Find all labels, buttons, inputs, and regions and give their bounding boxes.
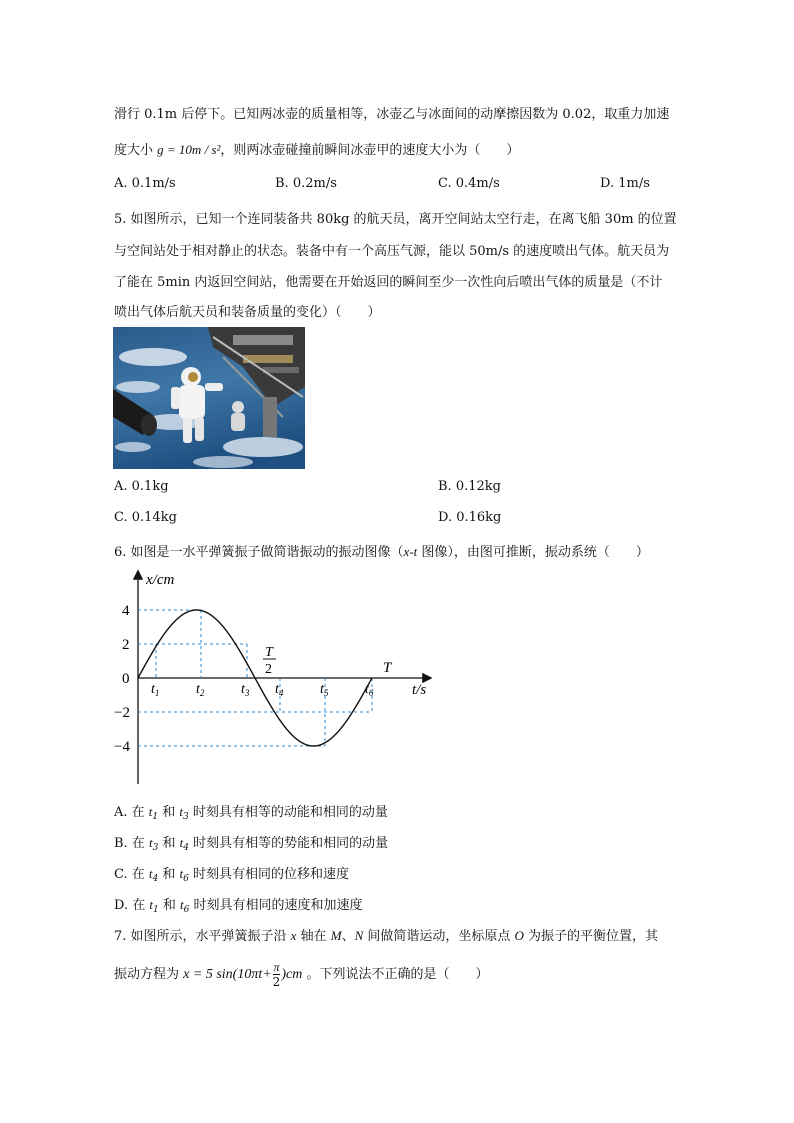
q7-var-x: x bbox=[290, 928, 297, 943]
q6-option-b-pre: B. 在 bbox=[114, 836, 149, 851]
q6-option-d-sub2: 6 bbox=[183, 905, 190, 915]
q6-option-a-var1: t bbox=[148, 804, 153, 819]
q6-option-d bbox=[114, 894, 362, 915]
q7-fraction-denominator: 2 bbox=[272, 975, 281, 989]
q6-option-c-sub1: 4 bbox=[152, 874, 159, 884]
q7-fraction-numerator: π bbox=[273, 960, 280, 974]
xt-oscillation-graph bbox=[112, 566, 442, 792]
q6-option-b bbox=[114, 832, 388, 853]
q5-option-a: A. 0.1kg bbox=[114, 479, 169, 494]
q6-option-d-sub1: 1 bbox=[152, 905, 159, 915]
q5-option-c: C. 0.14kg bbox=[114, 510, 177, 525]
astronaut-spacewalk-photo bbox=[113, 327, 305, 469]
period-label: T bbox=[383, 660, 392, 676]
y-tick-0: 0 bbox=[122, 671, 130, 687]
q7-equation-right: )cm bbox=[281, 967, 303, 982]
q6-option-c-var2: t bbox=[179, 866, 184, 881]
gravity-formula: g = 10m / s² bbox=[157, 142, 221, 157]
q6-option-a-sub2: 3 bbox=[183, 812, 189, 822]
q6-option-a-sub1: 1 bbox=[152, 812, 159, 822]
t2-label: $t_2$ bbox=[196, 682, 205, 698]
q4-line-2-prefix: 度大小 bbox=[114, 143, 154, 158]
t3-label: $t_3$ bbox=[241, 682, 250, 698]
q6-option-c-post: 时刻具有相同的位移和速度 bbox=[188, 867, 350, 882]
q7-var-o: O bbox=[514, 928, 524, 943]
y-tick-4: 4 bbox=[122, 603, 130, 619]
x-axis-label: t/s bbox=[412, 682, 427, 698]
q6-option-b-post: 时刻具有相等的势能和相同的动量 bbox=[188, 836, 389, 851]
q6-option-d-mid: 和 bbox=[158, 898, 180, 913]
q6-option-b-sub2: 4 bbox=[183, 843, 189, 853]
q7-line-1-pre: 7. 如图所示，水平弹簧振子沿 bbox=[114, 929, 291, 944]
q6-option-c bbox=[114, 863, 349, 884]
q6-option-a-mid: 和 bbox=[158, 805, 180, 820]
q6-option-d-pre: D. 在 bbox=[114, 898, 150, 913]
q7-var-n: N bbox=[354, 928, 364, 943]
y-axis-label: x/cm bbox=[146, 572, 175, 588]
q6-option-a-var2: t bbox=[179, 804, 184, 819]
q6-option-a-post: 时刻具有相等的动能和相同的动量 bbox=[188, 805, 388, 820]
y-tick-2: 2 bbox=[122, 637, 130, 653]
q5-line-4: 喷出气体后航天员和装备质量的变化）（ ） bbox=[114, 305, 381, 320]
q6-option-a bbox=[114, 801, 388, 822]
q5-line-3: 了能在 5min 内返回空间站，他需要在开始返回的瞬间至少一次性向后喷出气体的质量是（不计 bbox=[114, 275, 663, 290]
t6-label: $t_6$ bbox=[365, 682, 374, 698]
half-period-denominator: 2 bbox=[265, 662, 272, 677]
q5-option-d: D. 0.16kg bbox=[438, 510, 502, 525]
q7-equation-fraction bbox=[273, 960, 281, 989]
q4-option-b: B. 0.2m/s bbox=[275, 176, 337, 191]
q6-option-b-var1: t bbox=[148, 835, 153, 850]
q4-option-c: C. 0.4m/s bbox=[438, 176, 500, 191]
q6-option-d-var1: t bbox=[149, 897, 153, 912]
q4-option-d: D. 1m/s bbox=[600, 176, 650, 191]
q4-line-2-suffix: ，则两冰壶碰撞前瞬间冰壶甲的速度大小为（ ） bbox=[220, 143, 520, 158]
q6-option-a-pre: A. 在 bbox=[114, 805, 149, 820]
q7-line-1-mid2: 、 bbox=[341, 929, 355, 944]
t4-label: $t_4$ bbox=[275, 682, 284, 698]
q7-line-1-mid1: 轴在 bbox=[296, 929, 331, 944]
q4-line-1: 滑行 0.1m 后停下。已知两冰壶的质量相等，冰壶乙与冰面间的动摩擦因数为 0.02，取重力加速 bbox=[114, 107, 670, 122]
q6-stem-prefix: 6. 如图是一水平弹簧振子做简谐振动的振动图像（ bbox=[114, 545, 404, 560]
q7-line-1-post: 为振子的平衡位置，其 bbox=[523, 929, 659, 944]
q4-line-2 bbox=[114, 139, 519, 158]
q7-line-2 bbox=[114, 960, 488, 989]
q6-option-d-post: 时刻具有相同的速度和加速度 bbox=[189, 898, 363, 913]
q5-option-b: B. 0.12kg bbox=[438, 479, 501, 494]
t5-label: $t_5$ bbox=[320, 682, 329, 698]
q6-option-c-pre: C. 在 bbox=[114, 867, 149, 882]
q6-option-b-var2: t bbox=[179, 835, 184, 850]
q5-line-1: 5. 如图所示，已知一个连同装备共 80kg 的航天员，离开空间站太空行走，在离飞船 30m 的位置 bbox=[114, 212, 677, 227]
q5-line-2: 与空间站处于相对静止的状态。装备中有一个高压气源，能以 50m/s 的速度喷出气体。航天员为 bbox=[114, 244, 670, 259]
q7-line-1-mid3: 间做简谐运动，坐标原点 bbox=[363, 929, 515, 944]
y-tick-neg2: −2 bbox=[114, 705, 130, 721]
q6-stem-suffix: 图像），由图可推断，振动系统（ ） bbox=[417, 545, 649, 560]
q4-option-a: A. 0.1m/s bbox=[114, 176, 176, 191]
q6-option-d-var2: t bbox=[179, 897, 184, 912]
q7-line-2-pre: 振动方程为 bbox=[114, 967, 180, 982]
q7-equation-left: x = 5 sin(10πt+ bbox=[183, 967, 272, 982]
q6-option-c-var1: t bbox=[148, 866, 153, 881]
t1-label: $t_1$ bbox=[151, 682, 160, 698]
q7-line-1 bbox=[114, 925, 658, 944]
q6-stem-variable: x-t bbox=[403, 544, 418, 559]
q6-option-c-mid: 和 bbox=[158, 867, 180, 882]
y-tick-neg4: −4 bbox=[114, 739, 130, 755]
q6-option-b-sub1: 3 bbox=[152, 843, 159, 853]
q6-option-c-sub2: 6 bbox=[183, 874, 189, 884]
q6-option-b-mid: 和 bbox=[158, 836, 180, 851]
half-period-numerator: T bbox=[265, 645, 273, 660]
q6-stem bbox=[114, 541, 649, 560]
q7-var-m: M bbox=[330, 928, 342, 943]
q7-line-2-post: 。下列说法不正确的是（ ） bbox=[306, 967, 489, 982]
